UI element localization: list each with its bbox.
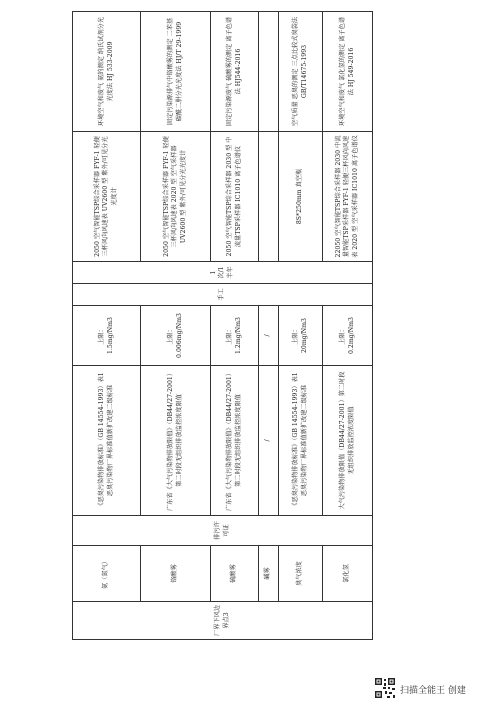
limit-cell: / [259,306,279,366]
analysis-method-cell: 环境空气和废气 氨的测定 纳氏试剂分光光度法 HJ 533-2009 [73,12,141,132]
analysis-method-cell: 固定污染源废气 硫酸雾的测定 离子色谱法 HJ544-2016 [211,12,259,132]
limit-cell: 上限：0.2mg/Nm3 [323,306,373,366]
limit-cell: 上限：1.5mg/Nm3 [73,306,141,366]
limit-cell: 上限：1.2mg/Nm3 [211,306,259,366]
instrument-cell: 22050 空气智能TSP综合采样器 2030 中流量智能TSP采样器 FYF-1 轻便三杯风向风速表 2020 型 空气采样器 IC1010 离子色谱仪 [323,132,373,262]
frequency-cell: 1次/1半年 [73,262,373,284]
table-row [73,12,141,640]
instrument-cell [259,132,279,262]
pollutant-cell: 臭气浓度 [279,546,323,602]
analysis-method-cell: 环境空气和废气 氯化氢的测定 离子色谱法 HJ 549-2016 [323,12,373,132]
pollutant-cell: 铬酸雾 [141,546,211,602]
standard-cell: / [259,366,279,516]
pollutant-cell: 硫酸雾 [211,546,259,602]
instrument-cell: 8S*250mm 真空瓶 [279,132,323,262]
analysis-method-cell: 空气质量 恶臭的测定 三点比较式臭袋法 GB/T14675-1993 [279,12,323,132]
instrument-cell: 2050 空气智能TSP综合采样器 FYF-1 轻便三杯风向风速表 2020 型 空气采样器 UV2600 型 紫外/可见分光光度计 [141,132,211,262]
standard-cell: 《恶臭污染物排放标准》（GB 14554-1993）表1 恶臭污染物厂界标准值新扩改建二级标准 [73,366,141,516]
table-row [211,12,259,640]
instrument-cell: 2050 空气智能TSP综合采样器 2030 型 中流量TSP采样器 IC1010 离子色谱仪 [211,132,259,262]
table-row [259,12,279,640]
table-row [141,12,211,640]
standard-cell: 大气污染物排放限值（DB44/27-2001）第二时段无组织排放监控浓度限值 [323,366,373,516]
limit-cell: 上限：20mg/Nm3 [279,306,323,366]
rotated-table-wrapper [72,12,372,640]
limit-cell: 上限：0.006mg/Nm3 [141,306,211,366]
analysis-method-cell [259,12,279,132]
basis-cell: 排污许可证 [73,516,373,546]
standard-cell: 《恶臭污染物排放标准》（GB 14554-1993）表1 恶臭污染物厂界标准值新扩改建二级标准 [279,366,323,516]
pollutant-cell: 碱雾 [259,546,279,602]
standard-cell: 广东省《大气污染物排放限值》（DB44/27-2001）第二时段无组织排放监控浓度限值 [141,366,211,516]
qr-code-icon [374,677,396,699]
standard-cell: 广东省《大气污染物排放限值》（DB44/27-2001）第二时段无组织排放监控浓度限值 [211,366,259,516]
pollutant-cell: 氨（氮气） [73,546,141,602]
analysis-method-cell: 固定污染源排气中铬酸雾的测定 二苯基碳酰二肼分光光度法 HJ/T 29-1999 [141,12,211,132]
scanner-watermark: 扫描全能王 创建 [400,686,466,696]
table-row [323,12,373,640]
monitoring-table [72,11,373,640]
pollutant-cell: 氯化氢 [323,546,373,602]
instrument-cell: 2050 空气智能TSP综合采样器 FYF-1 轻便三杯风向风速表 UV2600 型 紫外/可见分光光度计 [73,132,141,262]
table-row [279,12,323,640]
point-cell: 厂界下风边界点3 [73,602,373,640]
method-cell: 手工 [73,284,373,306]
